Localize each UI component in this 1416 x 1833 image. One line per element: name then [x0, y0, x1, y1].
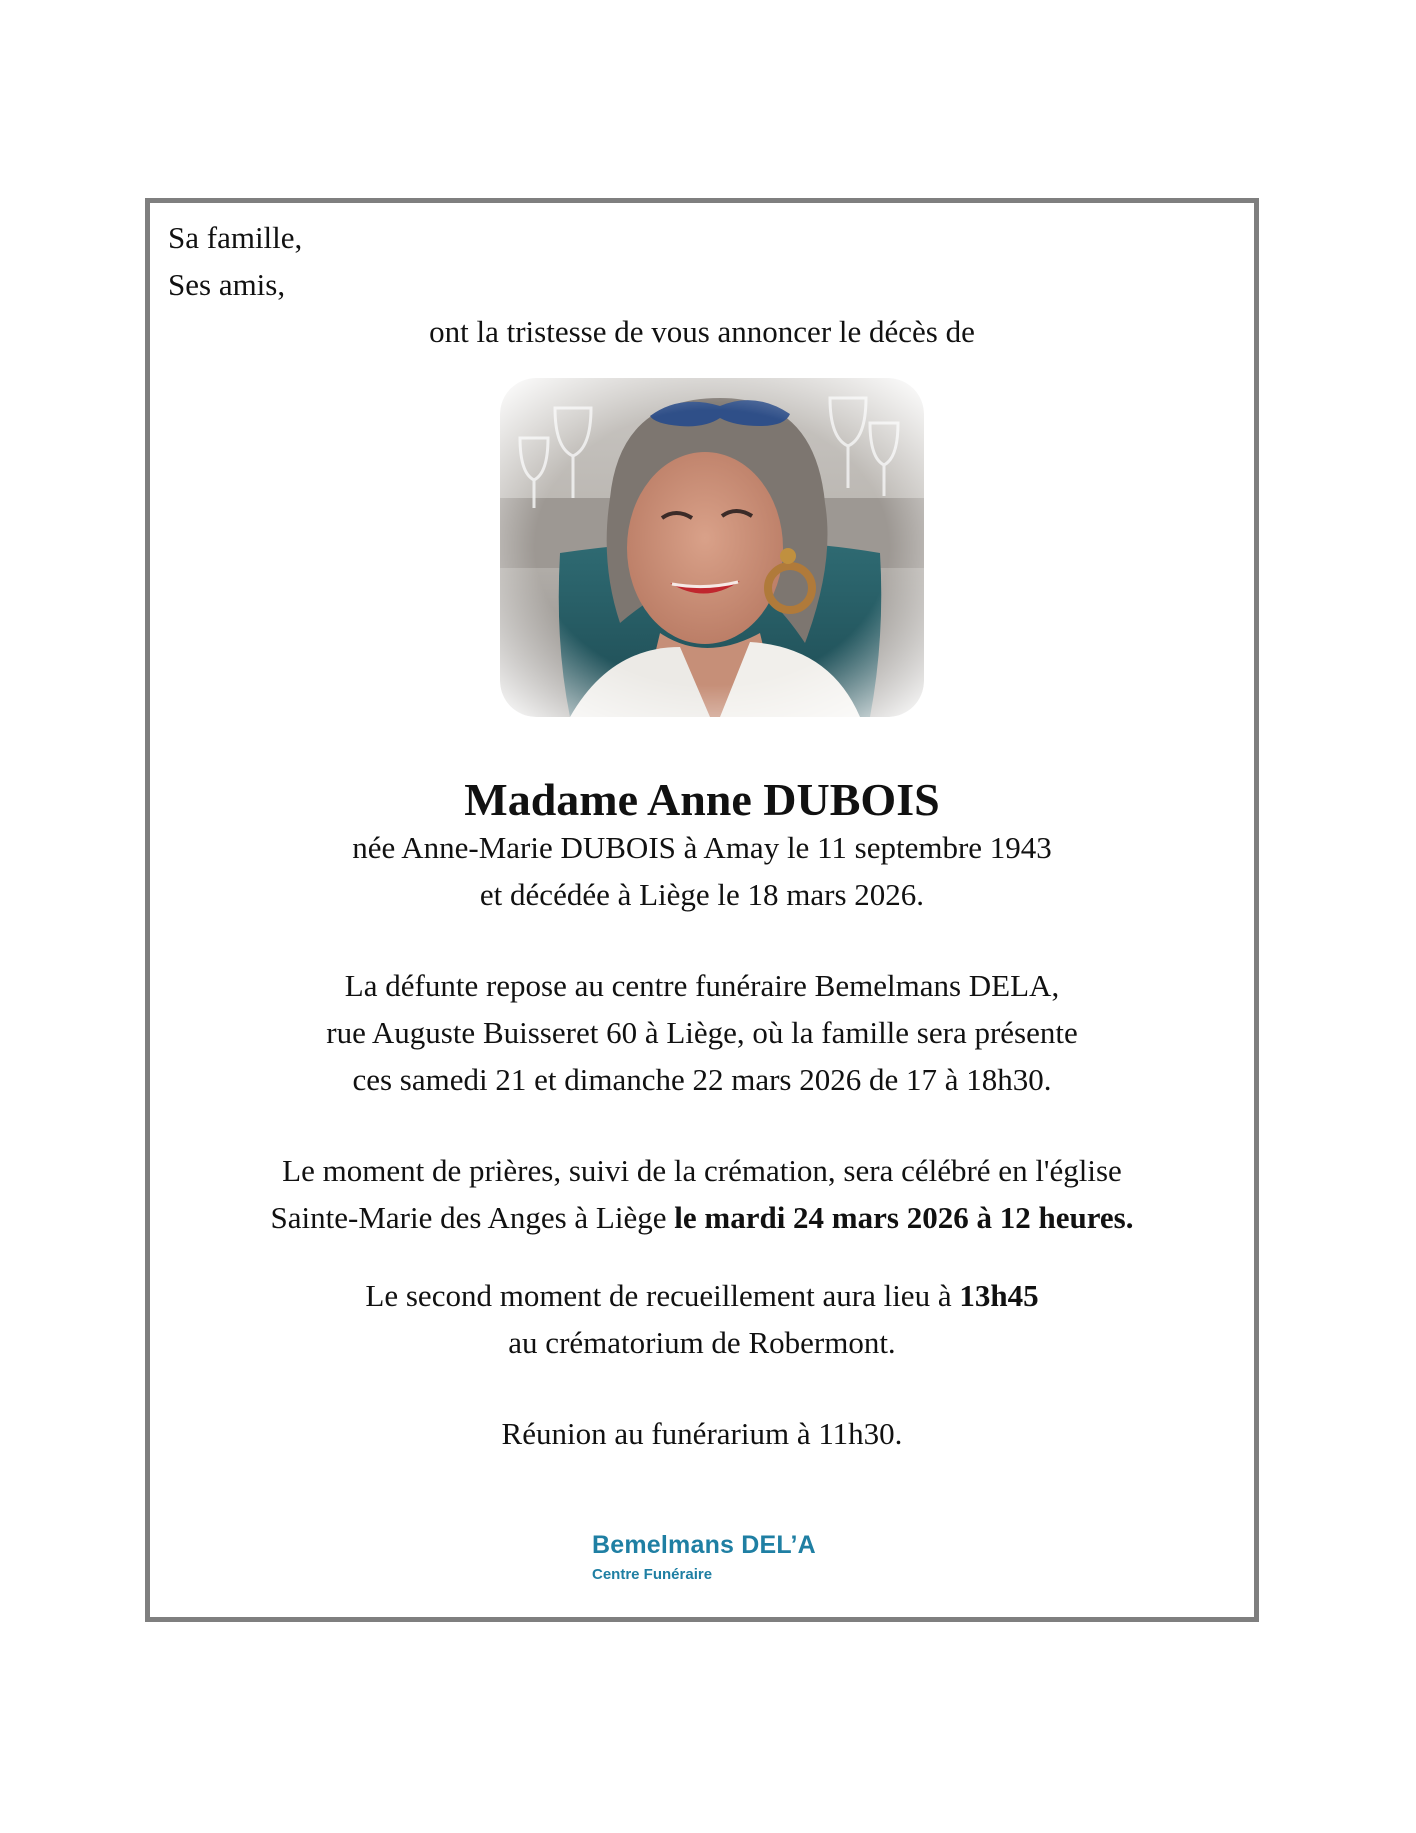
meeting-line: Réunion au funérarium à 11h30.	[501, 1416, 903, 1451]
ceremony-date: le mardi 24 mars 2026 à 12 heures.	[674, 1200, 1134, 1235]
second-line-1	[145, 1276, 1259, 1316]
rest-line-1: La défunte repose au centre funéraire Bemelmans DELA,	[344, 968, 1060, 1003]
ceremony-line-1: Le moment de prières, suivi de la crémation, sera célébré en l'église	[282, 1153, 1122, 1188]
rest-line-3: ces samedi 21 et dimanche 22 mars 2026 de 17 à 18h30.	[352, 1062, 1052, 1097]
funeral-home-logo: Bemelmans DEL’A	[592, 1531, 816, 1559]
second-text: Le second moment de recueillement aura lieu à	[365, 1278, 960, 1313]
rest-line-2: rue Auguste Buisseret 60 à Liège, où la famille sera présente	[326, 1015, 1078, 1050]
intro-family: Sa famille,	[168, 220, 303, 255]
deceased-name: Madame Anne DUBOIS	[464, 774, 940, 825]
second-time: 13h45	[959, 1278, 1039, 1313]
announcement-line: ont la tristesse de vous annoncer le décès de	[429, 314, 975, 349]
birth-line: née Anne-Marie DUBOIS à Amay le 11 septembre 1943	[352, 830, 1052, 865]
death-line: et décédée à Liège le 18 mars 2026.	[479, 877, 925, 912]
ceremony-place: Sainte-Marie des Anges à Liège	[270, 1200, 675, 1235]
funeral-home-subtitle: Centre Funéraire	[592, 1566, 713, 1583]
ceremony-line-2	[145, 1198, 1259, 1238]
second-line-2: au crématorium de Robermont.	[508, 1325, 896, 1360]
portrait-photo	[500, 378, 924, 717]
intro-friends: Ses amis,	[168, 267, 286, 302]
